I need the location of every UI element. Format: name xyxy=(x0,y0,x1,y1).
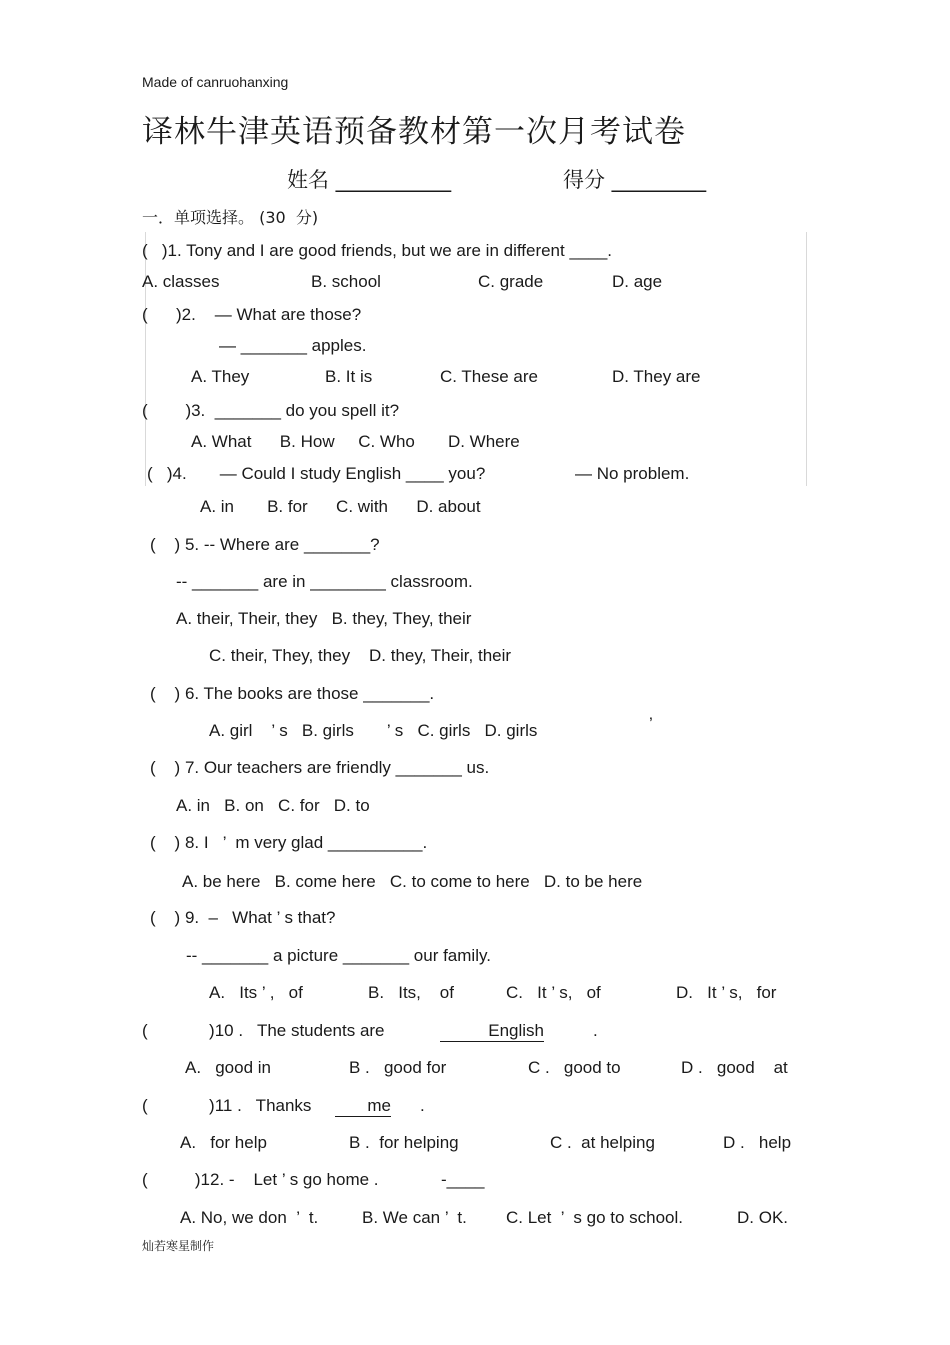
page-title: 译林牛津英语预备教材第一次月考试卷 xyxy=(142,114,686,150)
q10-option-a: A. good in xyxy=(185,1058,272,1077)
question-2: ( )2. — What are those? xyxy=(142,305,362,324)
q11-option-c: C . at helping xyxy=(550,1133,655,1152)
question-11: ( )11 . Thanks xyxy=(142,1096,312,1115)
q3-options: A. What B. How C. Who D. Where xyxy=(191,432,520,451)
q1-option-a: A. classes xyxy=(142,272,220,291)
q11-option-b: B . for helping xyxy=(349,1133,459,1152)
right-margin-rule xyxy=(806,232,807,486)
q5-answer-line: -- _______ are in ________ classroom. xyxy=(176,572,473,591)
q11-option-a: A. for help xyxy=(180,1133,267,1152)
q6-options: A. girl ’ s B. girls ’ s C. girls D. girls xyxy=(209,721,538,740)
section-heading: 一．单项选择。 (30 分) xyxy=(142,208,319,227)
q1-option-b: B. school xyxy=(311,272,381,291)
q12-option-c: C. Let ’ s go to school. xyxy=(506,1208,684,1227)
question-9: ( ) 9. – What ’ s that? xyxy=(150,908,336,927)
q9-option-b: B. Its, of xyxy=(368,983,454,1002)
q12-reply: -____ xyxy=(441,1170,485,1189)
q2-option-b: B. It is xyxy=(325,367,373,386)
question-6: ( ) 6. The books are those _______. xyxy=(150,684,435,703)
q4-reply: — No problem. xyxy=(575,464,690,483)
q10-period: . xyxy=(593,1021,598,1040)
q2-option-c: C. These are xyxy=(440,367,538,386)
q9-option-c: C. It ’ s, of xyxy=(506,983,601,1002)
question-5: ( ) 5. -- Where are _______? xyxy=(150,535,380,554)
q12-option-a: A. No, we don ’ t. xyxy=(180,1208,319,1227)
q6-stray-apostrophe: ’ xyxy=(649,714,653,733)
q10-option-c: C . good to xyxy=(528,1058,621,1077)
question-12: ( )12. - Let ’ s go home . xyxy=(142,1170,379,1189)
q4-options: A. in B. for C. with D. about xyxy=(200,497,481,516)
q10-filled-answer: English xyxy=(440,1021,544,1042)
q9-option-d: D. It ’ s, for xyxy=(676,983,777,1002)
q8-options: A. be here B. come here C. to come to here D. to be here xyxy=(182,872,643,891)
question-10: ( )10 . The students are xyxy=(142,1021,385,1040)
q11-period: . xyxy=(420,1096,425,1115)
question-7: ( ) 7. Our teachers are friendly _______ us. xyxy=(150,758,490,777)
q5-options-ab: A. their, Their, they B. they, They, their xyxy=(176,609,472,628)
footer-note: 灿若寒星制作 xyxy=(142,1239,215,1253)
question-3: ( )3. _______ do you spell it? xyxy=(142,401,400,420)
header-note: Made of canruohanxing xyxy=(142,74,289,90)
q2-option-d: D. They are xyxy=(612,367,701,386)
q1-option-c: C. grade xyxy=(478,272,544,291)
question-8: ( ) 8. I ’ m very glad __________. xyxy=(150,833,428,852)
q11-option-d: D . help xyxy=(723,1133,792,1152)
question-4: ( )4. — Could I study English ____ you? xyxy=(147,464,486,483)
q9-option-a: A. Its ’ , of xyxy=(209,983,303,1002)
q12-option-b: B. We can ’ t. xyxy=(362,1208,467,1227)
name-field: 姓名 ___________ xyxy=(287,168,452,192)
q2-option-a: A. They xyxy=(191,367,250,386)
q5-options-cd: C. their, They, they D. they, Their, their xyxy=(209,646,512,665)
q11-filled-answer: me xyxy=(335,1096,391,1117)
q12-option-d: D. OK. xyxy=(737,1208,789,1227)
q7-options: A. in B. on C. for D. to xyxy=(176,796,370,815)
q9-answer-line: -- _______ a picture _______ our family. xyxy=(186,946,491,965)
q1-option-d: D. age xyxy=(612,272,663,291)
q10-option-b: B . good for xyxy=(349,1058,447,1077)
q10-option-d: D . good at xyxy=(681,1058,788,1077)
score-field: 得分 _________ xyxy=(563,168,707,192)
left-margin-rule xyxy=(145,232,146,486)
q2-answer-line: — _______ apples. xyxy=(219,336,367,355)
question-1: ( )1. Tony and I are good friends, but we are in different ____. xyxy=(142,241,612,260)
